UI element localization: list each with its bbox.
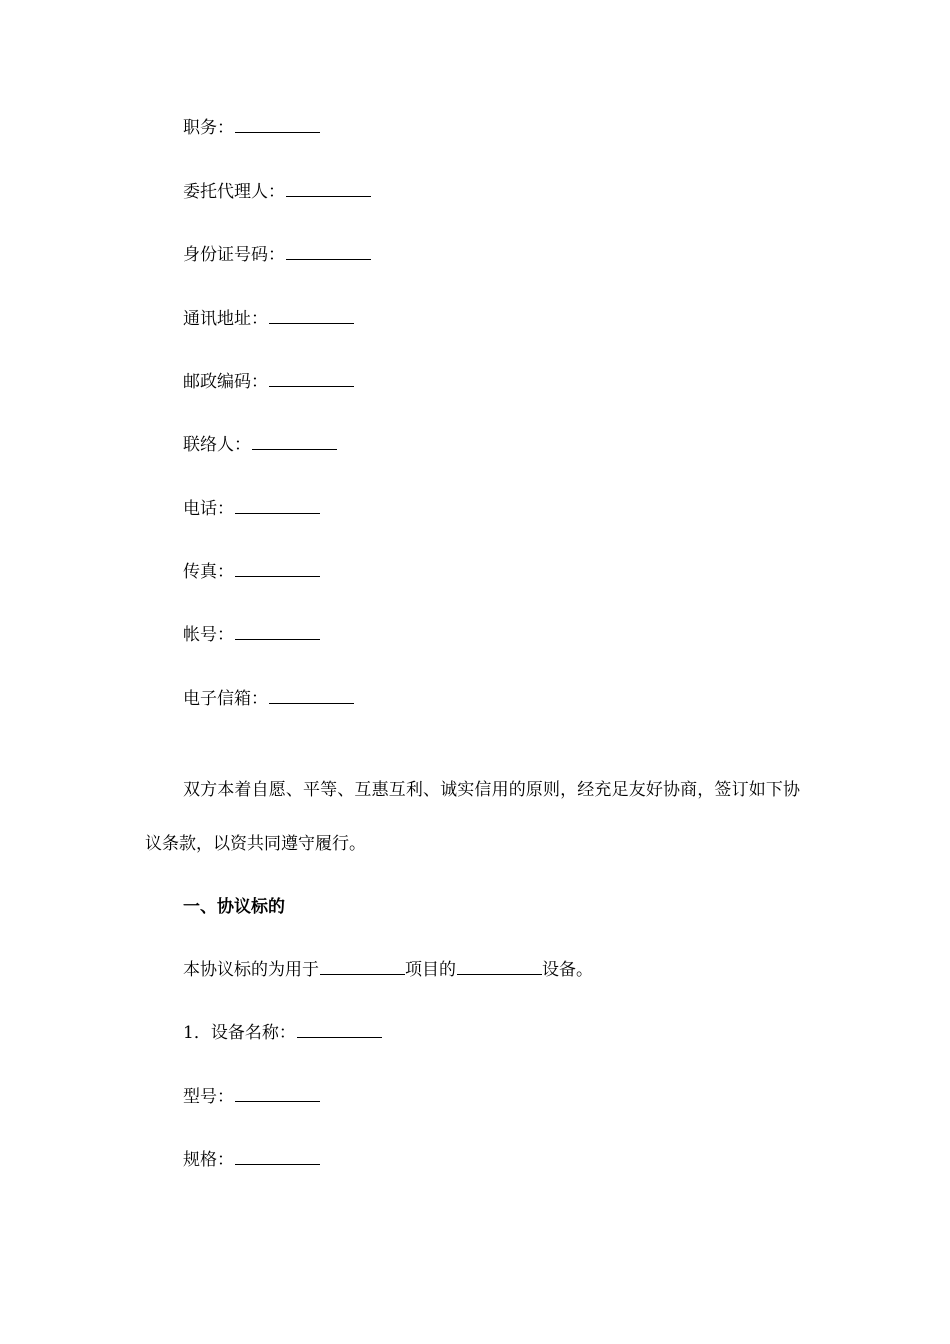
field-label: 通讯地址：	[183, 309, 268, 329]
field-spec	[183, 1148, 320, 1172]
field-model	[183, 1085, 320, 1109]
blank-line[interactable]	[269, 372, 354, 387]
field-label: 传真：	[183, 562, 234, 582]
field-position	[183, 116, 320, 140]
field-contact	[183, 433, 337, 457]
field-postcode	[183, 370, 354, 394]
blank-line[interactable]	[269, 689, 354, 704]
blank-line[interactable]	[235, 625, 320, 640]
field-label: 委托代理人：	[183, 182, 285, 202]
field-id-number	[183, 243, 371, 267]
blank-line[interactable]	[320, 960, 405, 975]
blank-line[interactable]	[235, 1087, 320, 1102]
field-label: 电子信箱：	[183, 689, 268, 709]
blank-line[interactable]	[235, 499, 320, 514]
intro-text: 设备。	[542, 960, 593, 980]
field-phone	[183, 497, 320, 521]
blank-line[interactable]	[269, 309, 354, 324]
field-fax	[183, 560, 320, 584]
field-equipment-name	[183, 1021, 382, 1045]
intro-text: 项目的	[405, 960, 456, 980]
field-label: 身份证号码：	[183, 245, 285, 265]
field-email	[183, 687, 354, 711]
blank-line[interactable]	[286, 182, 371, 197]
blank-line[interactable]	[297, 1023, 382, 1038]
blank-line[interactable]	[235, 118, 320, 133]
preamble-paragraph: 双方本着自愿、平等、互惠互利、诚实信用的原则，经充足友好协商，签订如下协议条款，以资共同遵守履行。	[145, 780, 800, 854]
field-account	[183, 623, 320, 647]
blank-line[interactable]	[235, 1150, 320, 1165]
subject-sentence	[183, 958, 593, 982]
blank-line[interactable]	[235, 562, 320, 577]
blank-line[interactable]	[457, 960, 542, 975]
field-label: 电话：	[183, 499, 234, 519]
field-address	[183, 307, 354, 331]
field-label: 规格：	[183, 1150, 234, 1170]
blank-line[interactable]	[286, 245, 371, 260]
intro-text: 本协议标的为用于	[183, 960, 319, 980]
field-label: 职务：	[183, 118, 234, 138]
field-label: 帐号：	[183, 625, 234, 645]
field-agent	[183, 180, 371, 204]
section-heading: 一、协议标的	[183, 897, 285, 917]
field-label: 型号：	[183, 1087, 234, 1107]
blank-line[interactable]	[252, 435, 337, 450]
field-label: 联络人：	[183, 435, 251, 455]
field-label: 1．设备名称：	[183, 1023, 296, 1043]
field-label: 邮政编码：	[183, 372, 268, 392]
